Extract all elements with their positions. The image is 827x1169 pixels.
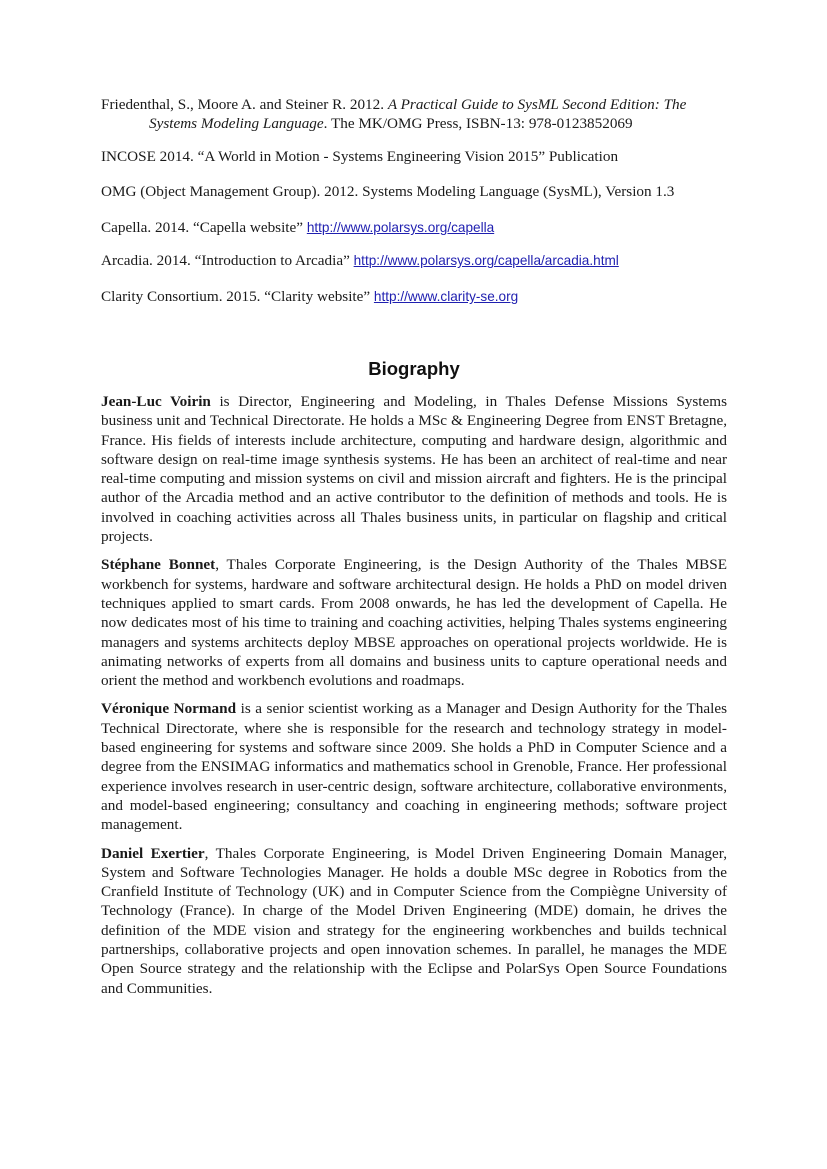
reference-text: INCOSE 2014. “A World in Motion - Systems Engineering Vision 2015” Publication — [101, 148, 619, 165]
reference-incose — [101, 147, 727, 166]
reference-omg — [101, 182, 727, 201]
arcadia-introduction-link[interactable]: http://www.polarsys.org/capella/arcadia.html — [353, 253, 619, 268]
reference-clarity — [101, 287, 727, 306]
bio-entry-exertier — [101, 844, 727, 998]
capella-website-link[interactable]: http://www.polarsys.org/capella — [306, 220, 495, 235]
reference-text: Arcadia. 2014. “Introduction to Arcadia” — [101, 252, 354, 269]
bio-text: , Thales Corporate Engineering, is the Design Authority of the Thales MBSE workbench for systems, hardware and software architectural design. He holds a PhD on model driven techniques applied to smart cards. From 2008 onwards, he has led the development of Capella. He now dedicates most of his time to training and coaching activities, helping Thales systems engineering managers and systems architects deploy MBSE approaches on operational projects worldwide. He is animating networks of experts from all domains and business units to capture operational needs and orient the method and workbench evolutions and roadmaps. — [101, 556, 727, 690]
bio-name: Jean-Luc Voirin — [101, 393, 211, 410]
reference-friedenthal — [101, 95, 727, 133]
bio-name: Daniel Exertier — [101, 844, 205, 862]
document-page — [101, 95, 727, 998]
reference-suffix: . The MK/OMG Press, ISBN-13: 978-0123852069 — [323, 115, 633, 132]
bio-name: Véronique Normand — [101, 700, 237, 718]
reference-title: A Practical Guide to SysML Second Edition: The Systems Modeling Language — [149, 96, 687, 132]
bio-name: Stéphane Bonnet — [101, 556, 216, 574]
clarity-website-link[interactable]: http://www.clarity-se.org — [373, 289, 519, 304]
bio-entry-normand — [101, 699, 727, 834]
bio-text: is Director, Engineering and Modeling, in Thales Defense Missions Systems business unit and Technical Directorate. He holds a MSc & Engineering Degree from ENST Bretagne, France. His fields of interests include architecture, computing and hardware design, algorithmic and software design on real-time image synthesis systems. He has been an architect of real-time and near real-time computing and mission systems on civil and mission aircraft and fighters. He is the principal author of the Arcadia method and an active contributor to the definition of methods and tools. He is involved in coaching activities across all Thales business units, in particular on flagship and critical projects. — [101, 393, 727, 546]
biography-heading: Biography — [368, 358, 460, 379]
bio-entry-bonnet — [101, 555, 727, 690]
reference-text: Clarity Consortium. 2015. “Clarity website” — [101, 288, 374, 305]
reference-text: OMG (Object Management Group). 2012. Systems Modeling Language (SysML), Version 1.3 — [101, 183, 675, 200]
reference-arcadia — [101, 251, 727, 270]
bio-text: , Thales Corporate Engineering, is Model Driven Engineering Domain Manager, System and Software Technologies Manager. He holds a double MSc degree in Robotics from the Cranfield Institute of Technology (UK) and in Computer Science from the Compiègne University of Technology (France). In charge of the Model Driven Engineering (MDE) domain, he drives the definition of the MDE vision and strategy for the engineering workbenches and builds technical partnerships, collaborative projects and open innovation schemes. In parallel, he manages the MDE Open Source strategy and the relationship with the Eclipse and PolarSys Open Source Foundations and Communities. — [101, 844, 727, 997]
bio-text: is a senior scientist working as a Manager and Design Authority for the Thales Technical Directorate, where she is responsible for the research and technology strategy in model-based engineering for systems and software since 2009. She holds a PhD in Computer Science and a degree from the ENSIMAG informatics and mathematics school in Grenoble, France. Her professional experience involves research in user-centric design, software architecture, collaborative environments, and model-based engineering; consultancy and coaching in engineering methods; software project management. — [101, 700, 727, 834]
reference-capella — [101, 218, 727, 237]
reference-text: Capella. 2014. “Capella website” — [101, 219, 307, 236]
reference-text: Friedenthal, S., Moore A. and Steiner R. 2012. — [101, 96, 388, 113]
bio-entry-voirin — [101, 392, 727, 546]
